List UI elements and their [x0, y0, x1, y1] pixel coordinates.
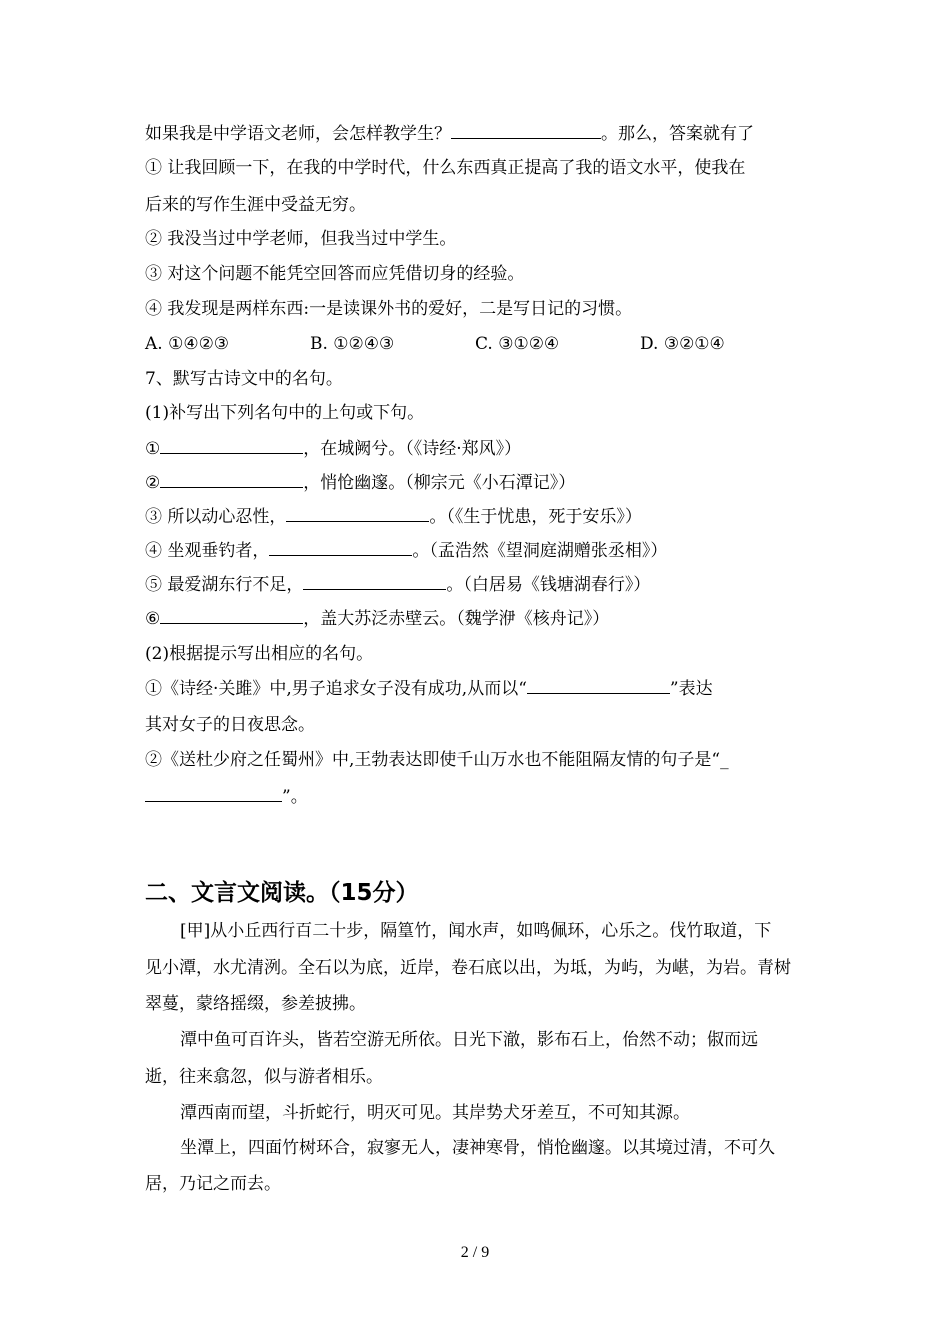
- q6-stem: [145, 122, 815, 145]
- q7-part2-item-1-text: ①《诗经·关雎》中,男子追求女子没有成功,从而以“: [145, 679, 527, 699]
- section-2-heading: 二、文言文阅读。（15分）: [145, 880, 419, 906]
- q7-line-2-text: ，悄怆幽邃。（柳宗元《小石潭记》）: [303, 473, 576, 493]
- q7-line-4-source: 。（孟浩然《望洞庭湖赠张丞相》）: [412, 541, 668, 561]
- q7-line-6-blank[interactable]: [160, 607, 303, 624]
- passage-p1-line-3: 翠蔓，蒙络摇缀，参差披拂。: [145, 994, 366, 1014]
- q6-option-c[interactable]: C. ③①②④: [475, 334, 560, 354]
- q7-line-4-text: ④ 坐观垂钓者，: [145, 541, 270, 561]
- q6-option-d[interactable]: D. ③②①④: [640, 334, 725, 354]
- q7-line-4: [145, 539, 815, 562]
- q6-stem-text: 如果我是中学语文老师，会怎样教学生？: [145, 124, 451, 144]
- q6-option-a[interactable]: A. ①④②③: [145, 334, 230, 354]
- q7-part2-item-2-tail: ”。: [282, 787, 308, 807]
- q7-line-5-source: 。（白居易《钱塘湖春行》）: [446, 575, 651, 595]
- q7-title: 7、默写古诗文中的名句。: [145, 369, 343, 389]
- q7-part2-item-2-cont: [145, 785, 815, 808]
- q6-item-1: ① 让我回顾一下，在我的中学时代，什么东西真正提高了我的语文水平，使我在: [145, 158, 746, 178]
- q6-options: [145, 333, 815, 355]
- passage-p3-line-1: 潭西南而望，斗折蛇行，明灭可见。其岸势犬牙差互，不可知其源。: [180, 1103, 690, 1123]
- passage-p1-line-2: 见小潭，水尤清洌。全石以为底，近岸，卷石底以出，为坻，为屿，为嵁，为岩。青树: [145, 958, 791, 978]
- passage-p4-line-1: 坐潭上，四面竹树环合，寂寥无人，凄神寒骨，悄怆幽邃。以其境过清，不可久: [180, 1138, 775, 1158]
- passage-p1-line-1: [甲]从小丘西行百二十步，隔篁竹，闻水声，如鸣佩环，心乐之。伐竹取道，下: [180, 921, 772, 941]
- q7-line-6-num: ⑥: [145, 609, 161, 629]
- q7-part2-item-1-blank[interactable]: [527, 677, 670, 694]
- q7-part1-title: (1)补写出下列名句中的上句或下句。: [145, 403, 425, 423]
- q7-line-2-blank[interactable]: [160, 471, 303, 488]
- passage-p2-line-2: 逝，往来翕忽，似与游者相乐。: [145, 1067, 383, 1087]
- q7-part2-item-1-cont: 其对女子的日夜思念。: [145, 715, 315, 735]
- q6-item-4: ④ 我发现是两样东西:一是读课外书的爱好，二是写日记的习惯。: [145, 299, 633, 319]
- q7-part2-item-2: ②《送杜少府之任蜀州》中,王勃表达即使千山万水也不能阻隔友情的句子是“_: [145, 750, 729, 770]
- q7-line-5-blank[interactable]: [303, 573, 446, 590]
- q7-part2-item-1: [145, 677, 815, 700]
- q7-part2-title: (2)根据提示写出相应的名句。: [145, 644, 374, 664]
- q7-line-1: [145, 437, 815, 460]
- passage-p4-line-2: 居，乃记之而去。: [145, 1174, 281, 1194]
- page-number: 2 / 9: [460, 1244, 490, 1261]
- q7-line-1-num: ①: [145, 439, 161, 459]
- q7-line-2: [145, 471, 815, 494]
- q7-line-5: [145, 573, 815, 596]
- q6-item-2: ② 我没当过中学老师，但我当过中学生。: [145, 229, 457, 249]
- q7-line-1-blank[interactable]: [160, 437, 303, 454]
- q7-line-6: [145, 607, 815, 630]
- q7-line-4-blank[interactable]: [269, 539, 412, 556]
- passage-p2-line-1: 潭中鱼可百许头，皆若空游无所依。日光下澈，影布石上，佁然不动；俶而远: [180, 1030, 758, 1050]
- q7-line-6-text: ，盖大苏泛赤壁云。（魏学洢《核舟记》）: [303, 609, 610, 629]
- q7-line-3-source: 。（《生于忧患，死于安乐》）: [429, 507, 642, 527]
- q7-line-3: [145, 505, 815, 528]
- q6-answer-blank[interactable]: [451, 122, 601, 139]
- q6-stem-tail: 。那么，答案就有了: [601, 124, 754, 144]
- q7-part2-item-2-blank[interactable]: [145, 785, 282, 802]
- q6-item-1-cont: 后来的写作生涯中受益无穷。: [145, 195, 366, 215]
- q7-line-1-text: ，在城阙兮。（《诗经·郑风》）: [303, 439, 522, 459]
- q7-line-5-text: ⑤ 最爱湖东行不足，: [145, 575, 304, 595]
- q6-item-3: ③ 对这个问题不能凭空回答而应凭借切身的经验。: [145, 264, 525, 284]
- q7-line-3-blank[interactable]: [286, 505, 429, 522]
- q7-line-2-num: ②: [145, 473, 161, 493]
- q7-part2-item-1-tail: ”表达: [669, 679, 713, 699]
- q7-line-3-text: ③ 所以动心忍性，: [145, 507, 287, 527]
- q6-option-b[interactable]: B. ①②④③: [310, 334, 395, 354]
